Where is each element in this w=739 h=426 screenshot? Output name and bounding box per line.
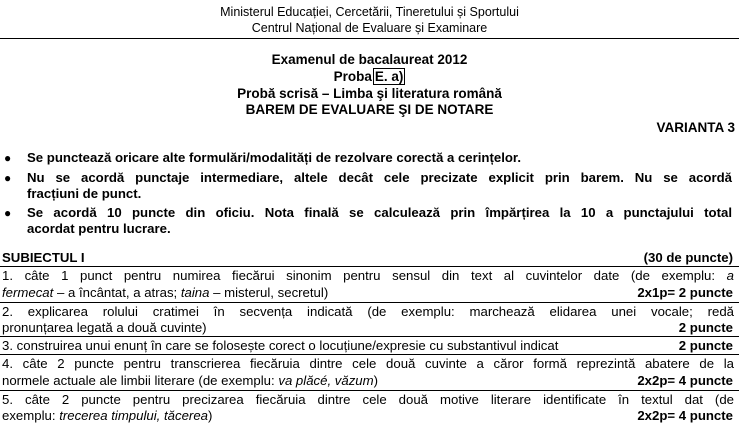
item-5-line1: 5. câte 2 puncte pentru precizarea fiecăruia dintre cele două motive literare identificate în textul dat (de [2,392,734,407]
section-points: (30 de puncte) [643,250,733,265]
bullet-text-3-line1: Se acordă 10 puncte din oficiu. Nota finală se calculează prin împărțirea la 10 a punctajului total [27,205,732,220]
item-divider [0,354,739,355]
bullet-text-2-line1: Nu se acordă punctaje intermediare, altele decât cele precizate explicit prin barem. Nu se acordă [27,170,732,185]
item-2-line2: pronunțarea legată a două cuvinte) [2,320,207,335]
section-divider [0,266,739,267]
variant-label: VARIANTA 3 [656,120,735,135]
header-divider [0,38,739,39]
item-3-score: 2 puncte [678,338,733,353]
section-title: SUBIECTUL I [2,250,85,265]
item-1-line2: fermecat – a încântat, a atras; taina – misterul, secretul) [2,285,329,300]
item-4-line1: 4. câte 2 puncte pentru transcrierea fiecăruia dintre cele două cuvinte a căror formă reprezintă abatere de la [2,356,734,371]
item-5-score: 2x2p= 4 puncte [637,408,733,423]
item-4-line2: normele actuale ale limbii literare (de exemplu: va plăcé, văzum) [2,373,379,388]
barem-title: BAREM DE EVALUARE ŞI DE NOTARE [245,102,494,117]
item-divider [0,302,739,303]
bullet-icon: ● [4,206,12,220]
subject-title: Probă scrisă – Limba şi literatura română [237,86,502,101]
item-1-line1: 1. câte 1 punct pentru numirea fiecărui sinonim pentru sensul din text al cuvintelor date (de exemplu: a [2,268,734,283]
center-header: Centrul Național de Evaluare și Examinare [251,21,488,35]
item-3-line1: 3. construirea unui enunț în care se folosește corect o locuțiune/expresie cu substantivul indicat [2,338,559,353]
proba-line [0,69,739,84]
bullet-text-3-line2: acordat pentru lucrare. [27,221,171,236]
bullet-icon: ● [4,151,12,165]
item-5-line2: exemplu: trecerea timpului, tăcerea) [2,408,213,423]
item-2-line1: 2. explicarea rolului cratimei în secvența indicată (de exemplu: marchează elidarea unei vocale; redă [2,304,734,319]
bullet-icon: ● [4,171,12,185]
proba-code: E. a) [374,69,404,84]
item-divider [0,336,739,337]
item-1-score: 2x1p= 2 puncte [637,285,733,300]
bullet-text-1: Se punctează oricare alte formulări/modalități de rezolvare corectă a cerințelor. [27,150,521,165]
proba-prefix: Proba [333,69,372,84]
item-2-score: 2 puncte [678,320,733,335]
ministry-header: Ministerul Educației, Cercetării, Tineretului și Sportului [220,5,519,19]
exam-title: Examenul de bacalaureat 2012 [271,52,468,67]
item-4-score: 2x2p= 4 puncte [637,373,733,388]
bullet-text-2-line2: fracțiuni de punct. [27,186,142,201]
item-divider [0,390,739,391]
